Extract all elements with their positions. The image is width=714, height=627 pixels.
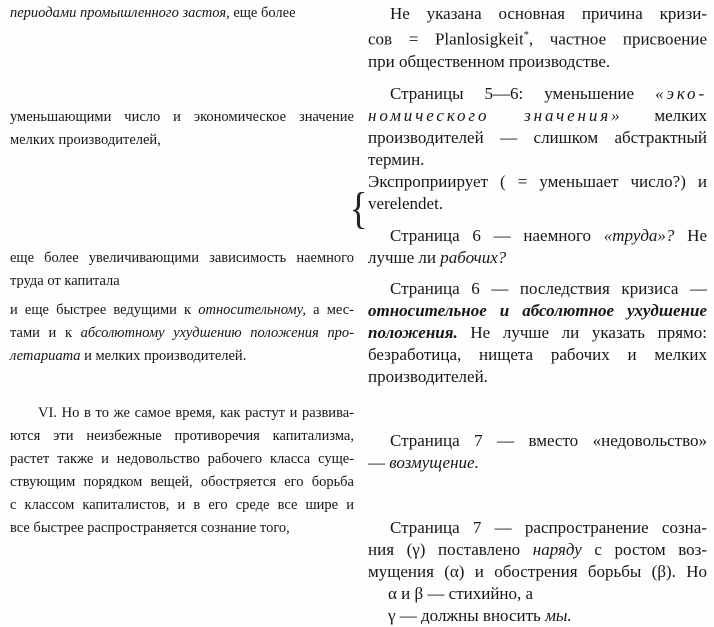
grouping-brace: { bbox=[349, 184, 368, 233]
text-run: труда от капитала bbox=[10, 273, 120, 289]
text-run: возмущение. bbox=[389, 453, 479, 472]
text-line bbox=[368, 561, 707, 583]
text-run: сов = Planlosigkeit bbox=[368, 29, 524, 49]
text-line bbox=[368, 605, 707, 627]
excerpt-paragraph bbox=[10, 247, 354, 293]
comment-paragraph bbox=[368, 3, 707, 73]
text-run: уменьшающими число и экономическое значение bbox=[10, 109, 354, 125]
text-line bbox=[10, 494, 354, 517]
text-line bbox=[368, 193, 707, 215]
text-run: Не указана основная причина кризи- bbox=[390, 4, 707, 23]
text-run: растет также и недовольство рабочего класса суще- bbox=[10, 451, 354, 467]
text-line bbox=[10, 448, 354, 471]
comment-paragraph bbox=[368, 278, 707, 388]
excerpt-column bbox=[10, 0, 354, 627]
excerpt-paragraph bbox=[10, 2, 354, 25]
text-line bbox=[368, 83, 707, 105]
text-line bbox=[10, 471, 354, 494]
text-run: тами и к bbox=[10, 325, 81, 341]
text-run: verelendet. bbox=[368, 194, 444, 213]
text-run: лучше ли bbox=[368, 248, 441, 267]
text-run: производителей — слишком абстрактный bbox=[368, 128, 707, 147]
text-run: мы. bbox=[545, 606, 572, 625]
text-run: Страница 7 — вместо «недовольство» bbox=[390, 431, 707, 450]
text-run: с ростом воз- bbox=[581, 540, 707, 559]
text-run: Страница 6 — наемного bbox=[390, 226, 604, 245]
text-run: , частное присвоение bbox=[528, 29, 707, 49]
text-line bbox=[368, 225, 707, 247]
text-line bbox=[10, 425, 354, 448]
text-run: ния (γ) поставлено bbox=[368, 540, 533, 559]
text-run: при общественном производстве. bbox=[368, 51, 611, 71]
text-run: Страницы 5—6: уменьшение bbox=[390, 84, 656, 103]
text-line bbox=[10, 129, 354, 152]
text-run: «эко- bbox=[655, 84, 707, 103]
text-run: VI. Но в то же самое время, как растут и развива- bbox=[38, 405, 354, 421]
text-run: термин. bbox=[368, 150, 425, 169]
text-run: «труда»? bbox=[603, 226, 675, 245]
text-line bbox=[368, 278, 707, 300]
text-run: наряду bbox=[532, 540, 582, 559]
excerpt-paragraph-vi bbox=[10, 402, 354, 540]
comment-paragraph bbox=[368, 83, 707, 215]
footnote-asterisk: * bbox=[523, 30, 529, 41]
text-run: — bbox=[368, 453, 390, 472]
text-run: Не лучше ли указать прямо: bbox=[457, 323, 707, 342]
text-line bbox=[368, 452, 707, 474]
text-line bbox=[10, 270, 354, 293]
text-line bbox=[368, 105, 707, 127]
text-line bbox=[368, 366, 707, 388]
text-run: α и β — стихийно, а bbox=[388, 584, 534, 603]
text-run: Страница 7 — распространение созна- bbox=[390, 518, 707, 537]
text-run: Страница 6 — последствия кризиса — bbox=[390, 279, 707, 298]
text-line bbox=[10, 322, 354, 345]
text-run: производителей. bbox=[368, 367, 488, 386]
excerpt-paragraph bbox=[10, 299, 354, 368]
text-run: мелких bbox=[622, 106, 707, 125]
text-run: периодами промышленного застоя, bbox=[10, 5, 230, 21]
text-run: Экспроприирует ( = уменьшает число?) и bbox=[368, 172, 707, 191]
text-line bbox=[368, 300, 707, 322]
text-line bbox=[368, 517, 707, 539]
text-run: все быстрее распространяется сознание того, bbox=[10, 520, 290, 536]
text-run: ются эти неизбежные противоречия капитализма, bbox=[10, 428, 354, 444]
excerpt-paragraph bbox=[10, 106, 354, 152]
text-line bbox=[368, 539, 707, 561]
comment-paragraph bbox=[368, 517, 707, 627]
text-run: еще более увеличивающими зависимость наемного bbox=[10, 250, 354, 266]
text-line bbox=[368, 127, 707, 149]
text-line bbox=[10, 402, 354, 425]
text-line bbox=[368, 430, 707, 452]
text-line bbox=[10, 517, 354, 540]
text-run: мелких производителей, bbox=[10, 132, 161, 148]
text-run: относительное и абсолютное ухудшение bbox=[368, 301, 707, 320]
text-line bbox=[10, 106, 354, 129]
text-line bbox=[368, 344, 707, 366]
text-line bbox=[368, 171, 707, 193]
text-run: летариата bbox=[10, 348, 81, 364]
comment-column bbox=[368, 0, 707, 627]
text-run: безработица, нищета рабочих и мелких bbox=[368, 345, 707, 364]
text-run: а мес- bbox=[306, 302, 354, 318]
text-run: и еще быстрее ведущими к bbox=[10, 302, 199, 318]
text-line bbox=[10, 345, 354, 368]
text-run: и мелких производителей. bbox=[80, 348, 247, 364]
text-line bbox=[368, 247, 707, 269]
text-line bbox=[10, 247, 354, 270]
text-run: мущения (α) и обострения борьбы (β). Но bbox=[368, 562, 707, 581]
text-run: γ — должны вносить bbox=[388, 606, 546, 625]
text-line bbox=[368, 149, 707, 171]
text-run: с классом капиталистов, и в его среде все шире и bbox=[10, 497, 354, 513]
text-line bbox=[368, 51, 707, 73]
text-run: ствующим порядком вещей, обостряется его борьба bbox=[10, 474, 354, 490]
text-run: положения. bbox=[368, 323, 458, 342]
text-run: абсолютному ухудшению положения про- bbox=[80, 325, 354, 341]
text-line bbox=[368, 3, 707, 25]
text-run: Не bbox=[674, 226, 708, 245]
text-run: рабочих? bbox=[440, 248, 507, 267]
text-run: относительному, bbox=[198, 302, 307, 318]
text-run: номического значения» bbox=[368, 106, 623, 125]
text-line bbox=[368, 322, 707, 344]
text-run: еще более bbox=[229, 5, 296, 21]
text-line bbox=[368, 25, 707, 51]
comment-paragraph bbox=[368, 430, 707, 474]
text-line bbox=[10, 2, 354, 25]
comment-paragraph bbox=[368, 225, 707, 269]
text-line bbox=[10, 299, 354, 322]
text-line bbox=[368, 583, 707, 605]
